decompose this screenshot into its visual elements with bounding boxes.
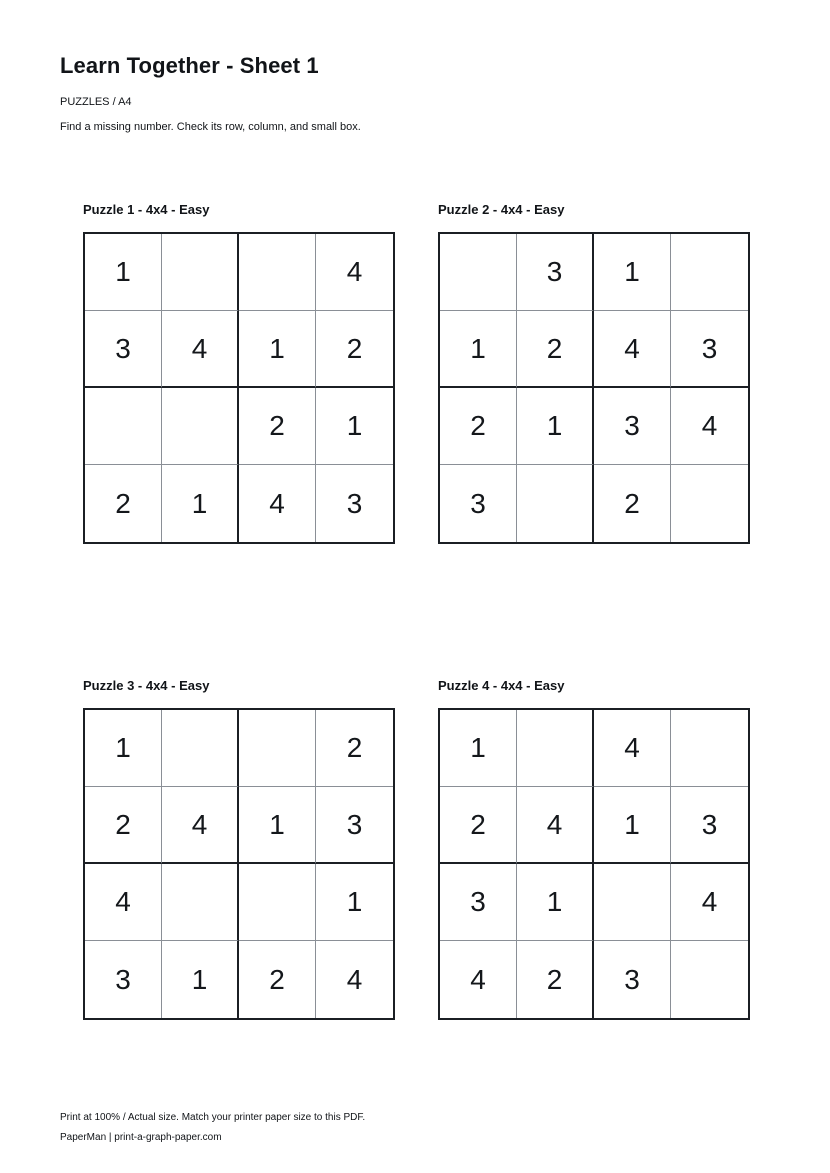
grid-cell: 1: [162, 941, 239, 1018]
grid-cell: 1: [594, 234, 671, 311]
grid-cell: 4: [162, 311, 239, 388]
grid-cell: 2: [517, 311, 594, 388]
puzzle-1: [83, 202, 393, 544]
grid-cell: [671, 234, 748, 311]
page-subtitle: PUZZLES / A4: [60, 96, 132, 108]
grid-cell: 4: [346, 963, 363, 995]
grid-cell: 3: [594, 388, 671, 465]
grid-cell: 1: [85, 710, 162, 787]
puzzle-title: Puzzle 4 - 4x4 - Easy: [438, 678, 565, 693]
grid-cell: 1: [239, 787, 316, 864]
grid-cell: 4: [316, 234, 393, 311]
grid-cell: [440, 234, 517, 311]
grid-cell: 3: [440, 465, 517, 542]
print-note: Print at 100% / Actual size. Match your printer paper size to this PDF.: [60, 1112, 366, 1123]
grid-cell: 3: [85, 941, 162, 1018]
grid-cell: 4: [239, 465, 316, 542]
grid-cell: [517, 710, 594, 787]
grid-cell: [517, 465, 594, 542]
grid-cell: 3: [316, 787, 393, 864]
grid-cell: [671, 941, 748, 1018]
grid-cell: 2: [440, 787, 517, 864]
grid-cell: [162, 710, 239, 787]
puzzle-title: Puzzle 1 - 4x4 - Easy: [83, 202, 210, 217]
grid-cell: 3: [671, 311, 748, 388]
grid-cell: 3: [440, 864, 517, 941]
sudoku-grid: [83, 708, 395, 1020]
puzzle-3: [83, 678, 393, 1020]
grid-cell: 2: [594, 465, 671, 542]
grid-cell: [162, 388, 239, 465]
grid-cell: 2: [239, 388, 316, 465]
grid-cell: 1: [316, 388, 393, 465]
grid-cell: [239, 864, 316, 941]
grid-cell: 2: [440, 388, 517, 465]
grid-cell: 3: [594, 941, 671, 1018]
grid-cell: 3: [346, 487, 363, 519]
grid-cell: 2: [316, 311, 393, 388]
grid-cell: [671, 465, 748, 542]
grid-cell: 4: [671, 864, 748, 941]
sudoku-grid: [438, 708, 750, 1020]
grid-cell: 4: [440, 941, 517, 1018]
puzzle-title: Puzzle 3 - 4x4 - Easy: [83, 678, 210, 693]
grid-cell: [162, 234, 239, 311]
grid-cell: 2: [316, 710, 393, 787]
grid-cell: 3: [671, 787, 748, 864]
grid-cell: 1: [162, 465, 239, 542]
sudoku-grid: [438, 232, 750, 544]
grid-cell: [162, 864, 239, 941]
grid-cell: 4: [594, 311, 671, 388]
grid-cell: 4: [594, 710, 671, 787]
sudoku-grid: [83, 232, 395, 544]
grid-cell: 1: [440, 710, 517, 787]
grid-cell: 4: [162, 787, 239, 864]
grid-cell: 2: [85, 465, 162, 542]
site-credit: PaperMan | print-a-graph-paper.com: [60, 1132, 222, 1143]
grid-cell: 2: [85, 787, 162, 864]
grid-cell: [85, 388, 162, 465]
grid-cell: [239, 710, 316, 787]
grid-cell: [671, 710, 748, 787]
grid-cell: 1: [517, 388, 594, 465]
page-title: Learn Together - Sheet 1: [60, 53, 319, 78]
grid-cell: 3: [517, 234, 594, 311]
grid-cell: 2: [517, 941, 594, 1018]
grid-cell: 1: [316, 864, 393, 941]
puzzle-2: [438, 202, 748, 544]
puzzle-title: Puzzle 2 - 4x4 - Easy: [438, 202, 565, 217]
grid-cell: 1: [85, 234, 162, 311]
grid-cell: 3: [85, 311, 162, 388]
puzzle-4: [438, 678, 748, 1020]
grid-cell: 4: [671, 388, 748, 465]
grid-cell: 4: [517, 787, 594, 864]
instructions-text: Find a missing number. Check its row, column, and small box.: [60, 121, 361, 133]
grid-cell: 1: [440, 311, 517, 388]
grid-cell: 1: [239, 311, 316, 388]
grid-cell: [594, 864, 671, 941]
grid-cell: 2: [239, 941, 316, 1018]
grid-cell: 1: [594, 787, 671, 864]
grid-cell: 4: [85, 864, 162, 941]
grid-cell: [239, 234, 316, 311]
grid-cell: 1: [517, 864, 594, 941]
